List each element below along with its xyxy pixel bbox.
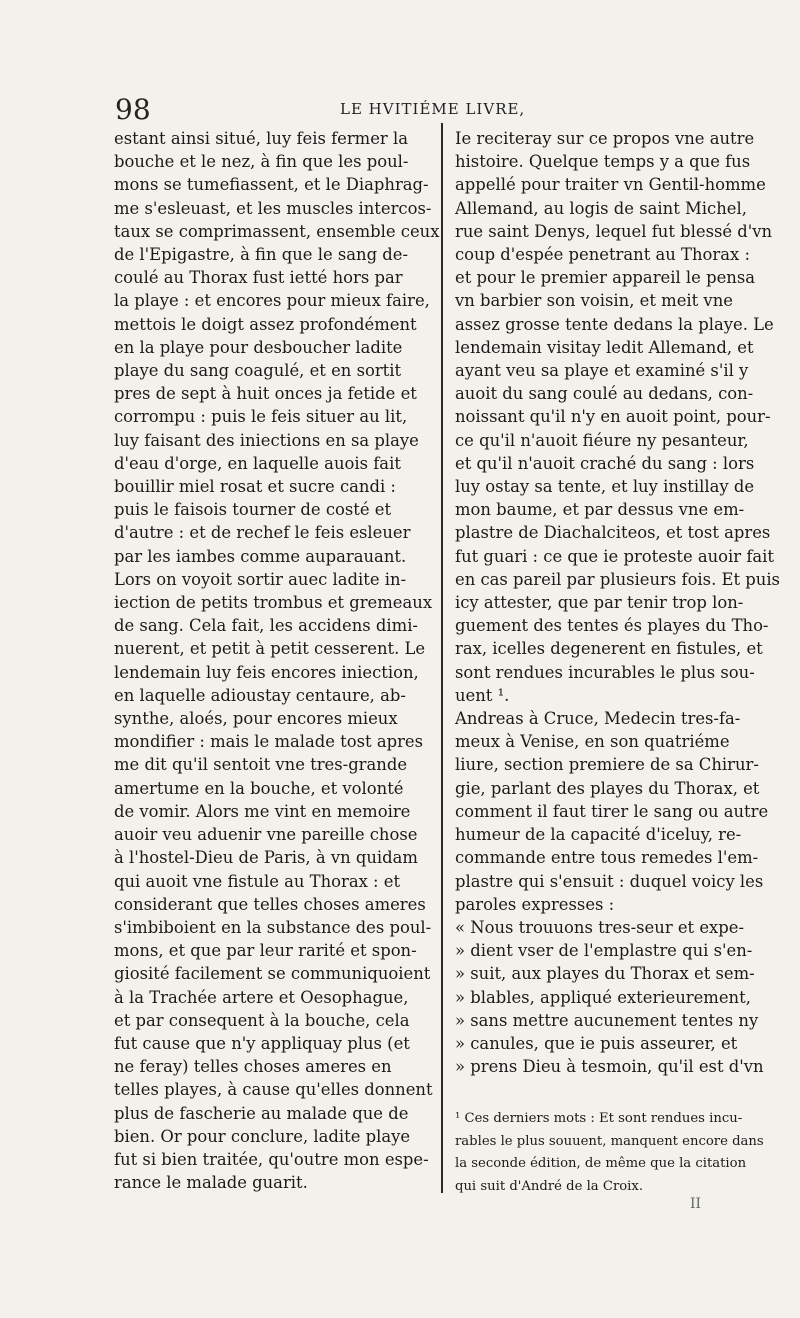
left-line: par les iambes comme auparauant. bbox=[114, 546, 407, 566]
left-line: pres de sept à huit onces ja fetide et bbox=[114, 384, 417, 404]
footnote bbox=[455, 1108, 785, 1198]
right-line: Andreas à Cruce, Medecin tres-fa- bbox=[455, 709, 741, 729]
left-line: synthe, aloés, pour encores mieux bbox=[114, 709, 398, 729]
right-line: rax, icelles degenerent en fistules, et bbox=[455, 639, 763, 659]
right-line: sont rendues incurables le plus sou- bbox=[455, 662, 755, 682]
left-line: d'eau d'orge, en laquelle auois fait bbox=[114, 453, 401, 473]
left-line: mons se tumefiassent, et le Diaphrag- bbox=[114, 175, 429, 195]
right-line: assez grosse tente dedans la playe. Le bbox=[455, 314, 774, 334]
footnote-line: rables le plus souuent, manquent encore dans bbox=[455, 1133, 764, 1149]
footnote-line: qui suit d'André de la Croix. bbox=[455, 1178, 644, 1194]
left-line: iection de petits trombus et gremeaux bbox=[114, 593, 433, 613]
right-line: icy attester, que par tenir trop lon- bbox=[455, 593, 744, 613]
left-line: ne feray) telles choses ameres en bbox=[114, 1057, 392, 1077]
right-line: » dient vser de l'emplastre qui s'en- bbox=[455, 941, 753, 961]
right-line: ce qu'il n'auoit fiéure ny pesanteur, bbox=[455, 430, 749, 450]
right-line: Allemand, au logis de saint Michel, bbox=[455, 198, 747, 218]
left-line: de vomir. Alors me vint en memoire bbox=[114, 801, 411, 821]
right-line: » suit, aux playes du Thorax et sem- bbox=[455, 964, 755, 984]
right-line: luy ostay sa tente, et luy instillay de bbox=[455, 477, 755, 497]
left-line: nuerent, et petit à petit cesserent. Le bbox=[114, 639, 426, 659]
right-line: plastre qui s'ensuit : duquel voicy les bbox=[455, 871, 764, 891]
left-line: à la Trachée artere et Oesophague, bbox=[114, 987, 409, 1007]
left-line: Lors on voyoit sortir auec ladite in- bbox=[114, 569, 407, 589]
left-line: à l'hostel-Dieu de Paris, à vn quidam bbox=[114, 848, 418, 868]
right-line: auoit du sang coulé au dedans, con- bbox=[455, 384, 754, 404]
right-line: fut guari : ce que ie proteste auoir fait bbox=[455, 546, 775, 566]
left-line: et par consequent à la bouche, cela bbox=[114, 1010, 410, 1030]
left-line: giosité facilement se communiquoient bbox=[114, 964, 431, 984]
right-line: uent ¹. bbox=[455, 685, 510, 705]
left-column bbox=[114, 127, 440, 1194]
right-line: gie, parlant des playes du Thorax, et bbox=[455, 778, 760, 798]
left-line: qui auoit vne fistule au Thorax : et bbox=[114, 871, 401, 891]
right-line: » blables, appliqué exterieurement, bbox=[455, 987, 751, 1007]
right-line: appellé pour traiter vn Gentil-homme bbox=[455, 175, 766, 195]
right-line: vn barbier son voisin, et meit vne bbox=[455, 291, 733, 311]
left-line: bouillir miel rosat et sucre candi : bbox=[114, 477, 396, 497]
left-line: amertume en la bouche, et volonté bbox=[114, 778, 404, 798]
footnote-line: ¹ Ces derniers mots : Et sont rendues incu- bbox=[455, 1111, 743, 1126]
left-line: en laquelle adioustay centaure, ab- bbox=[114, 685, 406, 705]
right-line: commande entre tous remedes l'em- bbox=[455, 848, 759, 868]
right-line: lendemain visitay ledit Allemand, et bbox=[455, 337, 754, 357]
right-line: » sans mettre aucunement tentes ny bbox=[455, 1010, 759, 1030]
right-column bbox=[455, 127, 783, 1078]
running-head: LE HVITIÉME LIVRE, bbox=[340, 100, 526, 118]
left-line: mettois le doigt assez profondément bbox=[114, 314, 417, 334]
left-line: me dit qu'il sentoit vne tres-grande bbox=[114, 755, 408, 775]
left-line: luy faisant des iniections en sa playe bbox=[114, 430, 419, 450]
right-line: en cas pareil par plusieurs fois. Et puis bbox=[455, 569, 780, 589]
left-line: coulé au Thorax fust ietté hors par bbox=[114, 268, 403, 288]
right-line: » canules, que ie puis asseurer, et bbox=[455, 1033, 738, 1053]
left-line: me s'esleuast, et les muscles intercos- bbox=[114, 198, 432, 218]
left-line: mons, et que par leur rarité et spon- bbox=[114, 941, 417, 961]
right-line: « Nous trouuons tres-seur et expe- bbox=[455, 917, 745, 937]
left-line: estant ainsi situé, luy feis fermer la bbox=[114, 129, 408, 148]
right-line: et qu'il n'auoit craché du sang : lors bbox=[455, 453, 755, 473]
left-line: en la playe pour desboucher ladite bbox=[114, 337, 403, 357]
left-line: s'imbiboient en la substance des poul- bbox=[114, 917, 432, 937]
left-line: auoir veu aduenir vne pareille chose bbox=[114, 825, 418, 845]
left-line: fut cause que n'y appliquay plus (et bbox=[114, 1033, 410, 1053]
right-line: Ie reciteray sur ce propos vne autre bbox=[455, 129, 755, 148]
signature-mark: II bbox=[690, 1196, 702, 1212]
right-line: meux à Venise, en son quatriéme bbox=[455, 732, 730, 752]
left-line: telles playes, à cause qu'elles donnent bbox=[114, 1080, 433, 1100]
left-line: playe du sang coagulé, et en sortit bbox=[114, 361, 402, 381]
left-line: taux se comprimassent, ensemble ceux bbox=[114, 221, 440, 241]
right-line: noissant qu'il n'y en auoit point, pour- bbox=[455, 407, 771, 427]
right-line: et pour le premier appareil le pensa bbox=[455, 268, 756, 288]
right-line: mon baume, et par dessus vne em- bbox=[455, 500, 745, 520]
left-line: lendemain luy feis encores iniection, bbox=[114, 662, 419, 682]
left-line: bien. Or pour conclure, ladite playe bbox=[114, 1126, 411, 1146]
left-line: bouche et le nez, à fin que les poul- bbox=[114, 152, 409, 172]
left-line: de l'Epigastre, à fin que le sang de- bbox=[114, 245, 409, 265]
right-line: » prens Dieu à tesmoin, qu'il est d'vn bbox=[455, 1057, 764, 1077]
footnote-line: la seconde édition, de même que la citation bbox=[455, 1156, 747, 1171]
right-line: histoire. Quelque temps y a que fus bbox=[455, 152, 751, 172]
left-line: plus de fascherie au malade que de bbox=[114, 1103, 409, 1123]
right-line: coup d'espée penetrant au Thorax : bbox=[455, 245, 750, 265]
left-line: mondifier : mais le malade tost apres bbox=[114, 732, 424, 752]
column-divider bbox=[441, 123, 443, 1193]
right-line: liure, section premiere de sa Chirur- bbox=[455, 755, 759, 775]
right-line: guement des tentes és playes du Tho- bbox=[455, 616, 769, 636]
right-line: comment il faut tirer le sang ou autre bbox=[455, 801, 769, 821]
left-line: la playe : et encores pour mieux faire, bbox=[114, 291, 430, 311]
right-line: rue saint Denys, lequel fut blessé d'vn bbox=[455, 221, 773, 241]
left-line: corrompu : puis le feis situer au lit, bbox=[114, 407, 408, 427]
left-line: considerant que telles choses ameres bbox=[114, 894, 426, 914]
left-line: de sang. Cela fait, les accidens dimi- bbox=[114, 616, 418, 636]
right-line: plastre de Diachalciteos, et tost apres bbox=[455, 523, 771, 543]
left-line: fut si bien traitée, qu'outre mon espe- bbox=[114, 1149, 429, 1169]
left-line: rance le malade guarit. bbox=[114, 1173, 308, 1193]
right-line: paroles expresses : bbox=[455, 894, 615, 914]
page-number: 98 bbox=[115, 93, 151, 126]
right-line: humeur de la capacité d'iceluy, re- bbox=[455, 825, 742, 845]
left-line: d'autre : et de rechef le feis esleuer bbox=[114, 523, 411, 543]
left-line: puis le faisois tourner de costé et bbox=[114, 500, 392, 520]
right-line: ayant veu sa playe et examiné s'il y bbox=[455, 361, 749, 381]
